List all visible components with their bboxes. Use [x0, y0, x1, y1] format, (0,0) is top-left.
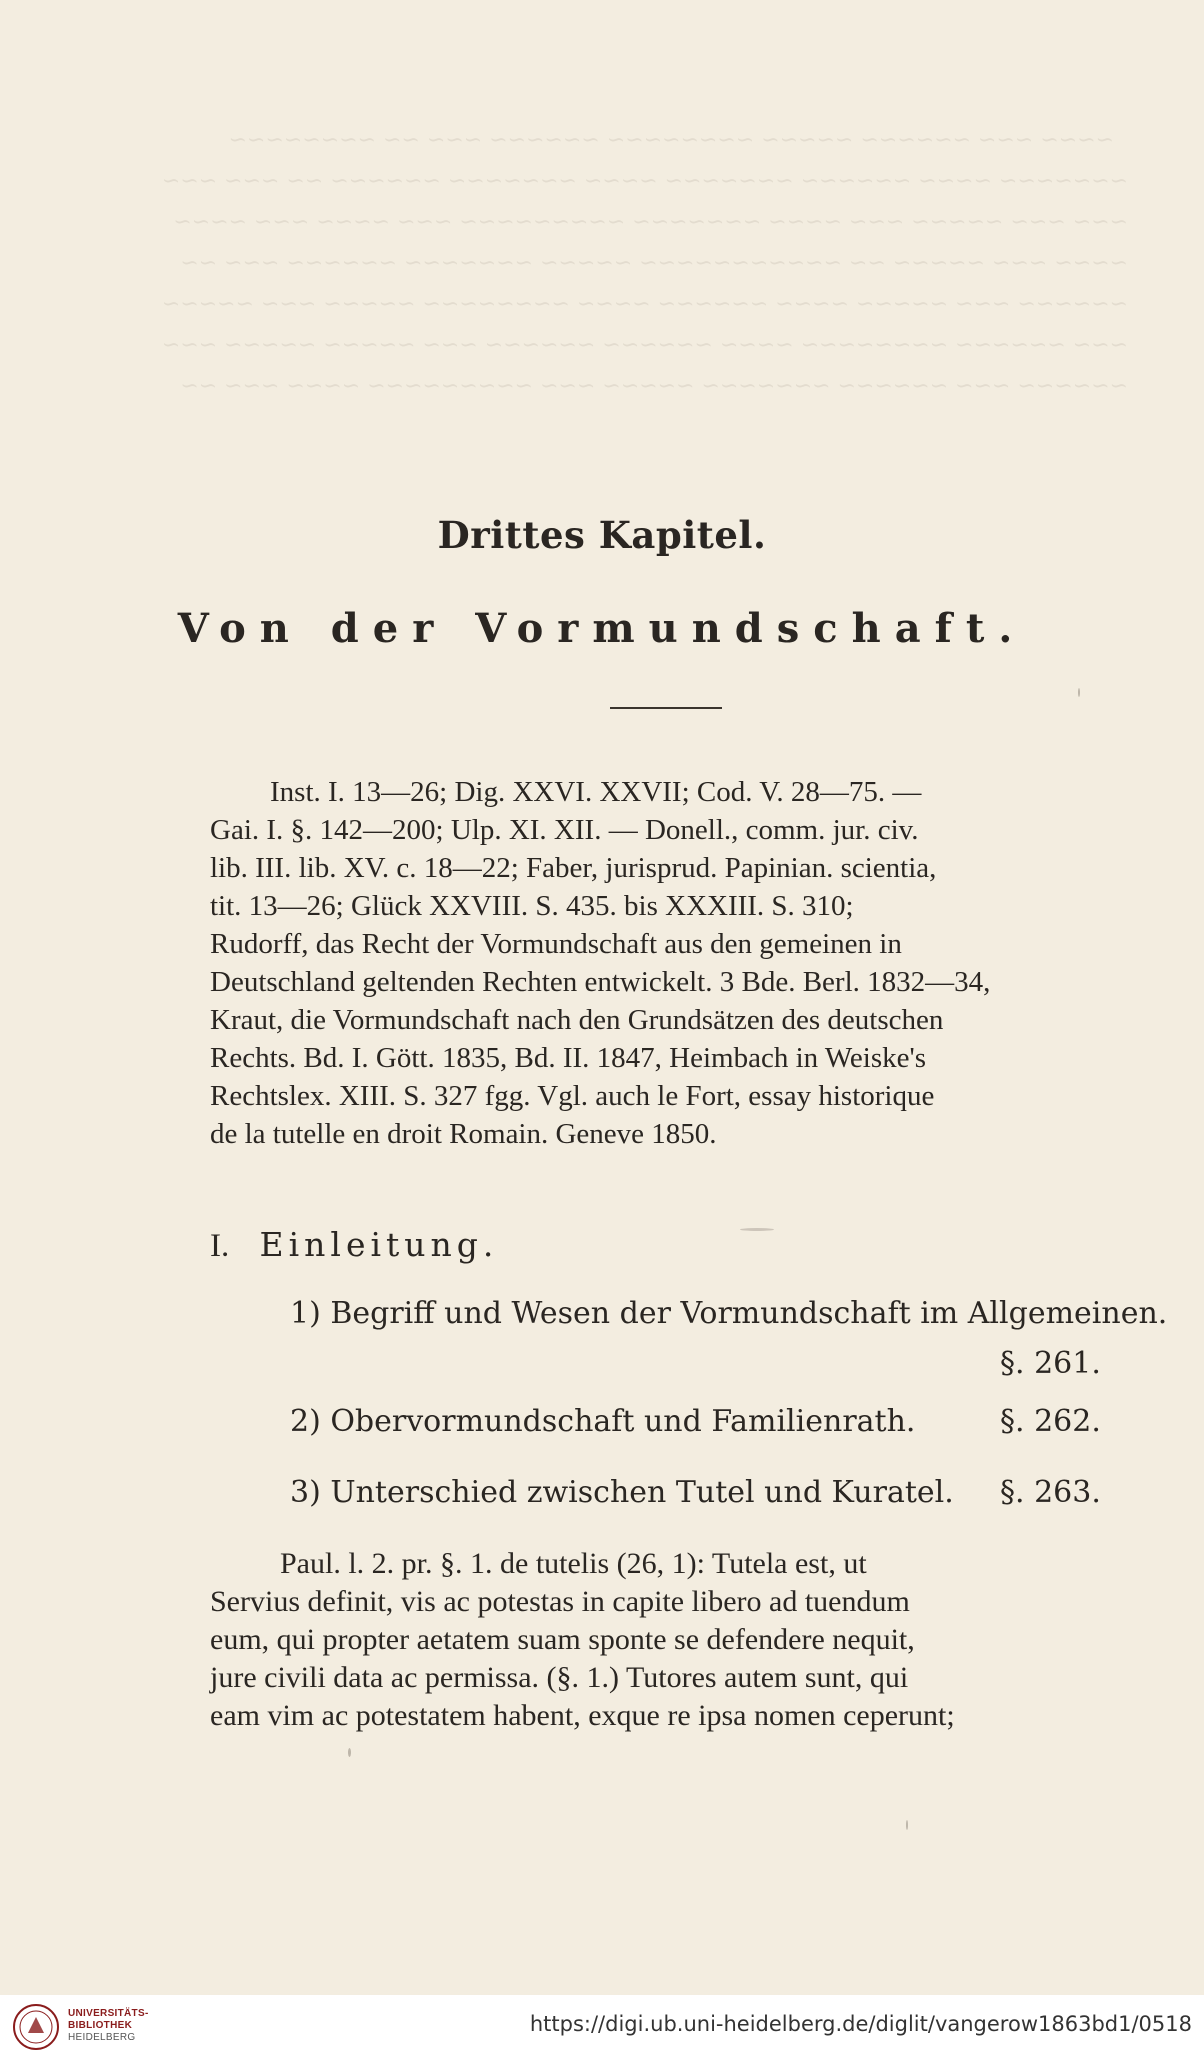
body-line: eum, qui propter aetatem suam sponte se defendere nequit,	[210, 1623, 915, 1656]
source-line: Rechtslex. XIII. S. 327 fgg. Vgl. auch le Fort, essay historique	[210, 1080, 935, 1112]
footer-bar	[0, 1995, 1204, 2057]
section-number: I.	[210, 1228, 230, 1264]
toc-para-3: §. 263.	[1000, 1475, 1101, 1510]
source-line: de la tutelle en droit Romain. Geneve 1850.	[210, 1118, 717, 1150]
body-line: Servius definit, vis ac potestas in capite libero ad tuendum	[210, 1585, 910, 1618]
toc-entry-2: 2) Obervormundschaft und Familienrath.	[290, 1404, 916, 1439]
body-line: eam vim ac potestatem habent, exque re ipsa nomen ceperunt;	[210, 1699, 955, 1732]
source-line: Inst. I. 13—26; Dig. XXVI. XXVII; Cod. V. 28—75. —	[270, 776, 922, 808]
source-line: Deutschland geltenden Rechten entwickelt. 3 Bde. Berl. 1832—34,	[210, 966, 991, 998]
chapter-heading: Drittes Kapitel.	[437, 513, 767, 557]
toc-para-1: §. 261.	[1000, 1346, 1101, 1381]
bleed-through: ~~~~ ~~~ ~~~~~~ ~~~~~ ~~~~~~~~ ~~~~~~ ~~~ ~~ ~~~~~~~~ ~~~~~~~ ~~~~ ~~~~~~ ~~~~~~~ ~~~~ ~~~~~~~ ~~~~~~ ~~ ~~~ ~~~ ~~~ ~~~ ~~~~~ ~~~ ~~~~ ~~~~~~~ ~~~~~~~~~ ~~~ ~~~~ ~~~ ~~~~ ~~~~ ~~~ ~~~~~ ~~ ~~~~~~~~~~~ ~~~~~ ~~~~~~~ ~~~~~~ ~~~ ~~ ~~~~~~ ~~~ ~~~~~ ~~~~ ~~~~~~ ~~~~ ~~~~~~~~ ~~~~~ ~~~ ~~~~~ ~~~ ~~~~~~ ~~~~~~~~ ~~~~ ~~~~~~ ~~~~~~ ~~~ ~~~~~ ~~~~~ ~~~ ~~~~~~ ~~~ ~~~~~~ ~~~~~~~ ~~~~~ ~~~ ~~~~~~~~~ ~~~~ ~~~ ~~	[161, 128, 1129, 399]
title-divider	[610, 707, 722, 709]
toc-entry-1: 1) Begriff und Wesen der Vormundschaft im Allgemeinen.	[290, 1296, 1168, 1331]
permalink-url[interactable]: https://digi.ub.uni-heidelberg.de/diglit/vangerow1863bd1/0518	[529, 2012, 1192, 2036]
source-line: Rechts. Bd. I. Gött. 1835, Bd. II. 1847, Heimbach in Weiske's	[210, 1042, 926, 1074]
library-logo-text: UNIVERSITÄTS- BIBLIOTHEK HEIDELBERG	[68, 2008, 149, 2043]
source-line: tit. 13—26; Glück XXVIII. S. 435. bis XXXIII. S. 310;	[210, 890, 854, 922]
body-paragraph	[210, 1545, 1118, 1735]
section-heading	[210, 1225, 498, 1265]
source-line: lib. III. lib. XV. c. 18—22; Faber, jurisprud. Papinian. scientia,	[210, 852, 937, 884]
toc-entry-3: 3) Unterschied zwischen Tutel und Kuratel.	[290, 1475, 954, 1510]
university-seal-icon	[12, 2003, 60, 2051]
source-line: Kraut, die Vormundschaft nach den Grundsätzen des deutschen	[210, 1004, 944, 1036]
source-references	[210, 773, 1118, 1153]
chapter-title: Von der Vormundschaft.	[177, 605, 1027, 652]
source-line: Rudorff, das Recht der Vormundschaft aus den gemeinen in	[210, 928, 902, 960]
body-line: jure civili data ac permissa. (§. 1.) Tutores autem sunt, qui	[210, 1661, 909, 1694]
source-line: Gai. I. §. 142—200; Ulp. XI. XII. — Donell., comm. jur. civ.	[210, 814, 919, 846]
toc-para-2: §. 262.	[1000, 1404, 1101, 1439]
body-line: Paul. l. 2. pr. §. 1. de tutelis (26, 1): Tutela est, ut	[280, 1547, 867, 1580]
section-label: Einleitung.	[259, 1225, 499, 1264]
